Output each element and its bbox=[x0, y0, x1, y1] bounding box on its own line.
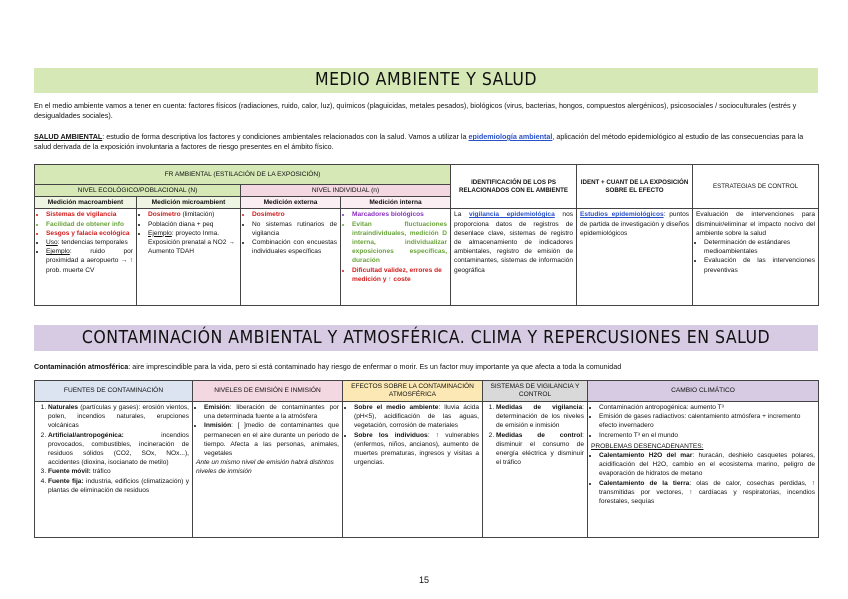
list-item: • Dosímetro bbox=[252, 210, 337, 219]
list-item: • Determinación de estándares medioambientales bbox=[704, 238, 815, 256]
list-item: 1. Naturales (partículas y gases): erosión vientos, polen, incendios naturales, erupciones volcánicas bbox=[48, 403, 189, 431]
intro-paragraph bbox=[34, 101, 818, 121]
section-banner-medio-ambiente bbox=[34, 68, 818, 93]
epidemiologia-link[interactable]: epidemiología ambiental bbox=[468, 132, 553, 141]
intro-bold: Contaminación atmosférica bbox=[34, 362, 129, 371]
cambio-cell bbox=[588, 402, 819, 538]
niveles-note: Ante un mismo nivel de emisión habrá distintos niveles de inmisión bbox=[196, 459, 334, 476]
list-item: • Dosímetro (limitación) bbox=[148, 210, 237, 219]
nivel-individual-header: NIVEL INDIVIDUAL (n) bbox=[241, 185, 451, 197]
list-item: • Calentamiento de la tierra: olas de calor, cosechas perdidas, ↑ transmitidas por vectores, ↑ cardíacas y respiratorias, incendios forestales, sequías bbox=[599, 479, 815, 507]
medicion-micro-header: Medición microambient bbox=[137, 197, 241, 209]
list-item: • Dificultad validez, errores de medición y ↑ coste bbox=[352, 266, 447, 284]
list-item: • Ejemplo: proyecto Inma. Exposición prenatal a NO2 → Aumento TDAH bbox=[148, 229, 237, 257]
contaminacion-intro bbox=[34, 362, 818, 372]
list-item: • No sistemas rutinarios de vigilancia bbox=[252, 220, 337, 238]
estudios-link[interactable]: Estudios epidemiológicos bbox=[580, 211, 664, 219]
fr-header: FR AMBIENTAL (ESTILACIÓN DE LA EXPOSICIÓN) bbox=[35, 165, 451, 185]
list-item: • Sistemas de vigilancia bbox=[46, 210, 133, 219]
niveles-header: NIVELES DE EMISIÓN E INMISIÓN bbox=[193, 381, 343, 402]
list-item: 4. Fuente fija: industria, edificios (climatización) y plantas de eliminación de residuos bbox=[48, 477, 189, 495]
list-item: • Calentamiento H2O del mar: huracán, deshielo casquetes polares, acidificación del H2O, cambio en el ecosistema marino, peligro de evaporación de hidratos de metano bbox=[599, 451, 815, 479]
estrategia-intro: Evaluación de intervenciones para disminuir/eliminar el impacto nocivo del ambiente sobre la salud bbox=[696, 211, 816, 237]
medicion-macro-header: Medición macroambient bbox=[35, 197, 137, 209]
salud-text-1: : estudio de forma descriptiva los factores y condiciones ambientales relacionados con la salud. Vamos a utilizar la bbox=[102, 132, 469, 141]
nivel-ecologico-header: NIVEL ECOLÓGICO/POBLACIONAL (N) bbox=[35, 185, 241, 197]
salud-text-2: , aplicación del método epidemiológico al estudio de las consecuencias para la salud derivada de la exposición involuntaria a factores de riesgo presentes en el ámbito físico. bbox=[34, 132, 804, 151]
list-item: • Población diana + peq bbox=[148, 220, 237, 229]
section-title: MEDIO AMBIENTE Y SALUD bbox=[314, 70, 537, 90]
list-item: 1. Medidas de vigilancia: determinación de los niveles de emisión e inmisión bbox=[496, 403, 584, 431]
list-item: • Evitan fluctuaciones intraindividuales, medición D interna, individualizar exposiciones específicas, duración bbox=[352, 220, 447, 266]
page-number: 15 bbox=[418, 575, 429, 585]
list-item: • Evaluación de las intervenciones preventivas bbox=[704, 256, 815, 274]
efectos-header: EFECTOS SOBRE LA CONTAMINACIÓN ATMOSFÉRICA bbox=[343, 381, 483, 402]
fr-ambiental-table bbox=[34, 164, 819, 306]
list-item: 3. Fuente móvil: tráfico bbox=[48, 467, 189, 476]
list-item: • Combinación con encuestas individuales específicas bbox=[252, 238, 337, 256]
fuentes-cell bbox=[35, 402, 193, 538]
vigilancia-link[interactable]: vigilancia epidemiológica bbox=[469, 211, 555, 219]
list-item: • Facilidad de obtener info bbox=[46, 220, 133, 229]
fuentes-header: FUENTES DE CONTAMINACIÓN bbox=[35, 381, 193, 402]
list-item: • Emisión: liberación de contaminantes por una determinada fuente a la atmósfera bbox=[204, 403, 339, 421]
section-banner-contaminacion bbox=[34, 325, 818, 351]
list-item: • Contaminación antropogénica: aumento T³ bbox=[599, 403, 815, 412]
list-item: • Sobre los individuos: ↑ vulnerables (enfermos, niños, ancianos), aumento de muertes prematuras, ingresos y visitas a urgencias. bbox=[354, 431, 479, 468]
micro-cell bbox=[137, 209, 241, 306]
intro-text: En el medio ambiente vamos a tener en cuenta: factores físicos (radiaciones, ruido, calor, luz), químicos (plaguicidas, metales pesados), biológicos (virus, bacterias, hongos, compuestos alergénicos), psicosociales / socioculturales (estrés y desigualdades sociales). bbox=[34, 101, 797, 120]
ident-cell: Estudios epidemiológicos: puntos de partida de investigación y diseños epidemiológicos bbox=[577, 209, 693, 306]
list-item: • Incremento T³ en el mundo bbox=[599, 431, 815, 440]
problemas-heading: PROBLEMAS DESENCADENANTES: bbox=[591, 442, 704, 450]
estrategias-header: ESTRATEGIAS DE CONTROL bbox=[693, 165, 819, 209]
list-item: 2. Medidas de control: disminuir el consumo de energía eléctrica y disminuir el tráfico bbox=[496, 431, 584, 468]
cambio-header: CAMBIO CLIMÁTICO bbox=[588, 381, 819, 402]
list-item: • Marcadores biológicos bbox=[352, 210, 447, 219]
list-item: • Sobre el medio ambiente: lluvia ácida (pH<5), acidificación de las aguas, vegetación, corrosión de materiales bbox=[354, 403, 479, 431]
list-item: • Ejemplo: ruido por proximidad a aeropuerto → ↑ prob. muerte CV bbox=[46, 247, 133, 275]
section-title: CONTAMINACIÓN AMBIENTAL Y ATMOSFÉRICA. CLIMA Y REPERCUSIONES EN SALUD bbox=[81, 328, 771, 348]
list-item: • Inmisión: [ ]medio de contaminantes que permanecen en el aire durante un periodo de tiempo. Afecta a las personas, animales, vegetales bbox=[204, 421, 339, 458]
interna-cell bbox=[341, 209, 451, 306]
sistemas-cell bbox=[483, 402, 588, 538]
salud-ambiental-paragraph bbox=[34, 132, 818, 152]
medicion-externa-header: Medición externa bbox=[241, 197, 341, 209]
sistemas-header: SISTEMAS DE VIGILANCIA Y CONTROL bbox=[483, 381, 588, 402]
salud-ambiental-label: SALUD AMBIENTAL bbox=[34, 132, 103, 141]
externa-cell bbox=[241, 209, 341, 306]
ident-header: IDENT + CUANT DE LA EXPOSICIÓN SOBRE EL EFECTO bbox=[577, 165, 693, 209]
macro-cell bbox=[35, 209, 137, 306]
ps-header: IDENTIFICACIÓN DE LOS PS RELACIONADOS CON EL AMBIENTE bbox=[451, 165, 577, 209]
list-item: • Uso: tendencias temporales bbox=[46, 238, 133, 247]
ps-cell: La vigilancia epidemiológica nos proporciona datos de registros de desenlace clave, sistemas de registro de almacenamiento de indicadores ambientales, registro de emisión de contaminantes, sistemas de información geográfica bbox=[451, 209, 577, 306]
list-item: 2. Artificial/antropogénica: incendios provocados, combustibles, incineración de residuos sólidos (CO2, SOx, NOx...), accidentes (dioxina, isocianato de metilo) bbox=[48, 431, 189, 468]
estrategias-cell bbox=[693, 209, 819, 306]
contaminacion-table bbox=[34, 380, 819, 538]
medicion-interna-header: Medición interna bbox=[341, 197, 451, 209]
list-item: • Sesgos y falacia ecológica bbox=[46, 229, 133, 238]
niveles-cell bbox=[193, 402, 343, 538]
intro-rest: : aire imprescindible para la vida, pero si está contaminado hay riesgo de enfermar o morir. Es un factor muy importante ya que afecta a toda la comunidad bbox=[128, 362, 622, 371]
efectos-cell bbox=[343, 402, 483, 538]
list-item: • Emisión de gases radiactivos: calentamiento atmósfera + incremento efecto invernadero bbox=[599, 412, 815, 430]
